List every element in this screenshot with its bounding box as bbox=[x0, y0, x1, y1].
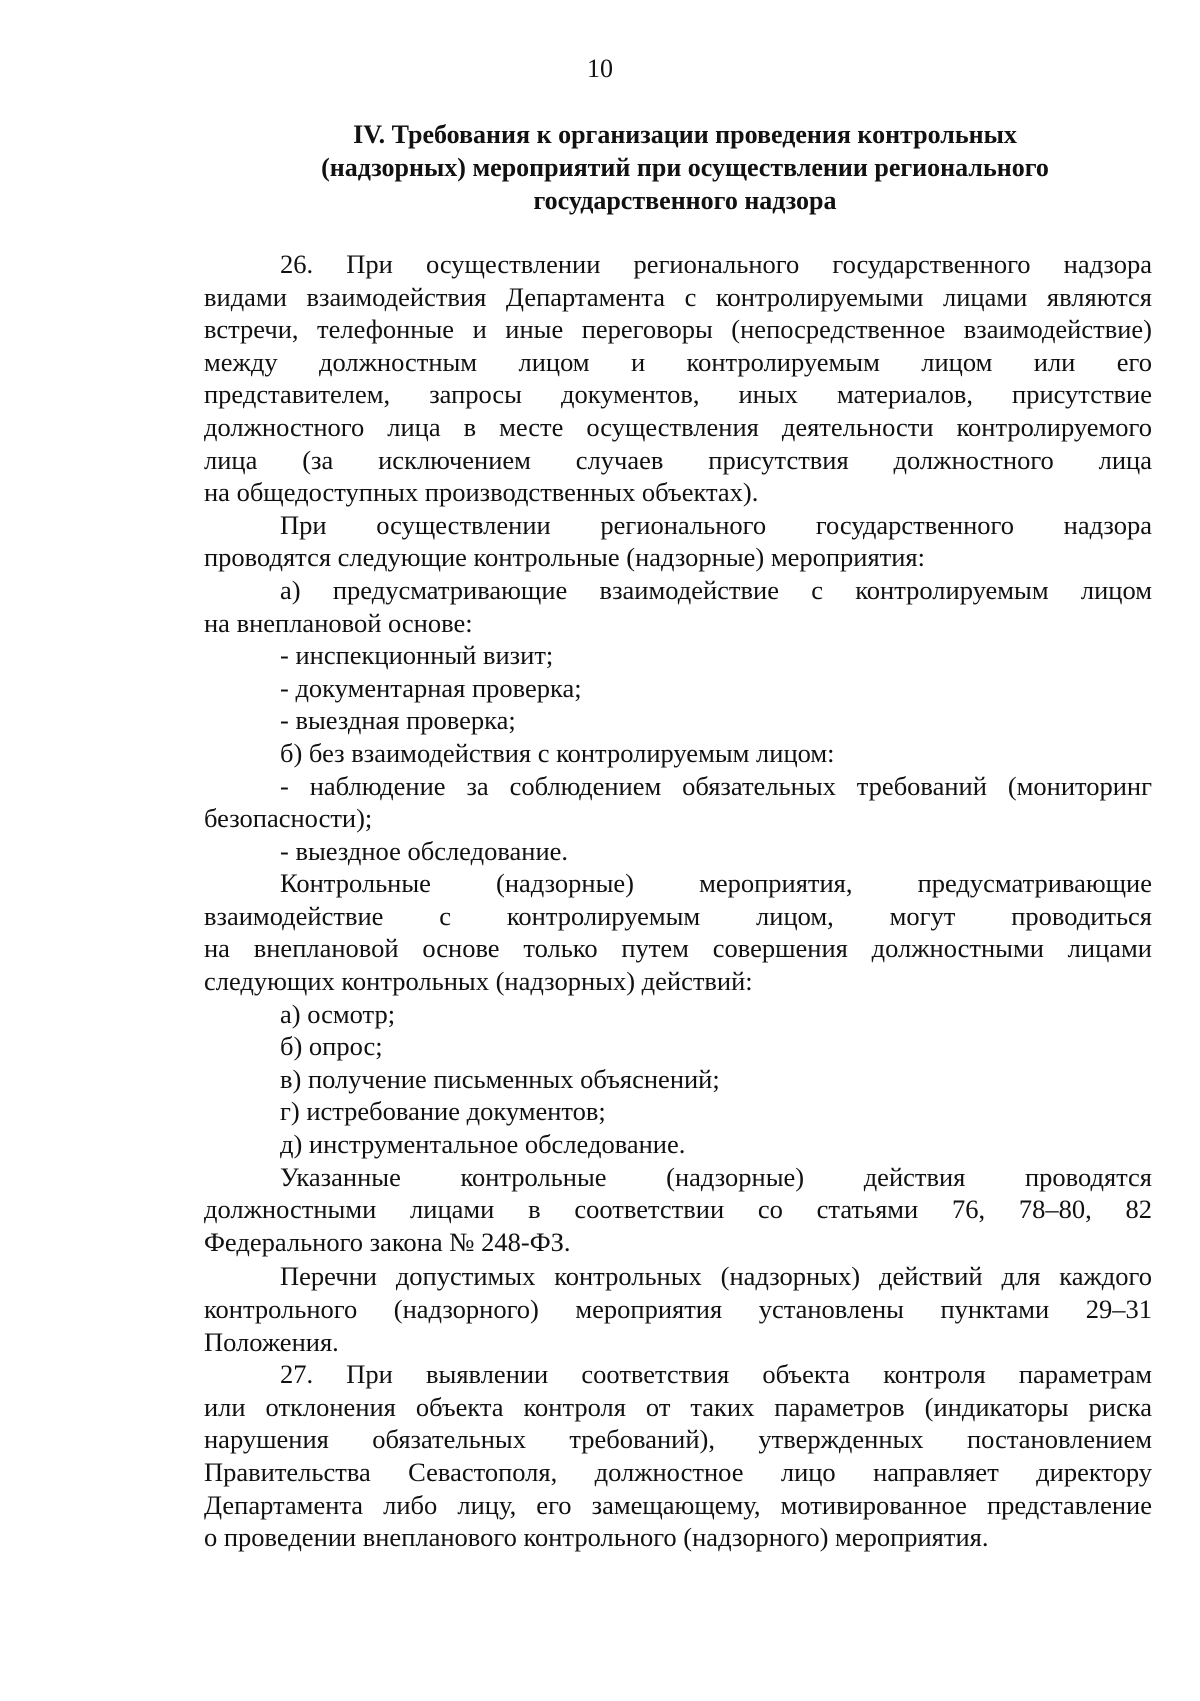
text-line: При осуществлении регионального государственного надзора bbox=[280, 509, 1152, 540]
document-body bbox=[204, 248, 1152, 1554]
text-line: 27. При выявлении соответствия объекта контроля параметрам bbox=[280, 1359, 1152, 1390]
text-line: взаимодействие с контролируемым лицом, могут проводиться bbox=[204, 900, 1152, 931]
text-line: Федерального закона № 248-ФЗ. bbox=[204, 1226, 571, 1257]
list-item: - выездная проверка; bbox=[280, 705, 516, 736]
text-line: встречи, телефонные и иные переговоры (непосредственное взаимодействие) bbox=[204, 314, 1152, 345]
text-line: лица (за исключением случаев присутствия должностного лица bbox=[204, 444, 1152, 475]
text-line: Департамента либо лицу, его замещающему, мотивированное представление bbox=[204, 1489, 1152, 1520]
text-line: Перечни допустимых контрольных (надзорных) действий для каждого bbox=[280, 1261, 1152, 1292]
text-line: контрольного (надзорного) мероприятия установлены пунктами 29–31 bbox=[204, 1294, 1152, 1324]
heading-line: (надзорных) мероприятий при осуществлении регионального bbox=[321, 153, 1049, 182]
text-line: безопасности); bbox=[204, 803, 373, 834]
heading-line: государственного надзора bbox=[533, 186, 837, 215]
text-line: о проведении внепланового контрольного (надзорного) мероприятия. bbox=[204, 1522, 989, 1553]
list-item: б) опрос; bbox=[280, 1031, 383, 1062]
text-line: 26. При осуществлении регионального государственного надзора bbox=[280, 249, 1152, 279]
list-item: - наблюдение за соблюдением обязательных требований (мониторинг bbox=[280, 770, 1152, 801]
list-item: д) инструментальное обследование. bbox=[280, 1129, 686, 1160]
page-number: 10 bbox=[587, 54, 613, 83]
text-line: нарушения обязательных требований), утвержденных постановлением bbox=[204, 1424, 1152, 1455]
text-line: должностными лицами в соответствии со статьями 76, 78–80, 82 bbox=[204, 1194, 1152, 1225]
text-line: Правительства Севастополя, должностное лицо направляет директору bbox=[204, 1456, 1152, 1487]
text-line: Положения. bbox=[204, 1326, 339, 1357]
list-item: - выездное обследование. bbox=[280, 835, 569, 866]
text-line: представителем, запросы документов, иных материалов, присутствие bbox=[204, 379, 1152, 410]
text-line: на внеплановой основе только путем совершения должностными лицами bbox=[204, 933, 1152, 964]
text-line: или отклонения объекта контроля от таких параметров (индикаторы риска bbox=[204, 1391, 1152, 1422]
text-line: следующих контрольных (надзорных) действий: bbox=[204, 966, 753, 997]
list-item: - документарная проверка; bbox=[280, 672, 582, 703]
text-line: видами взаимодействия Департамента с контролируемыми лицами являются bbox=[204, 281, 1152, 312]
text-line: проводятся следующие контрольные (надзорные) мероприятия: bbox=[204, 542, 925, 573]
text-line: Указанные контрольные (надзорные) действия проводятся bbox=[280, 1161, 1152, 1192]
heading-line: IV. Требования к организации проведения контрольных bbox=[353, 120, 1017, 149]
list-item: в) получение письменных объяснений; bbox=[280, 1063, 720, 1094]
text-line: а) предусматривающие взаимодействие с контролируемым лицом bbox=[280, 574, 1152, 605]
text-line: на внеплановой основе: bbox=[204, 607, 473, 638]
list-item: а) осмотр; bbox=[280, 998, 396, 1029]
text-line: Контрольные (надзорные) мероприятия, предусматривающие bbox=[280, 868, 1152, 899]
list-item: г) истребование документов; bbox=[280, 1096, 606, 1127]
list-item: б) без взаимодействия с контролируемым лицом: bbox=[280, 737, 835, 768]
text-line: между должностным лицом и контролируемым лицом или его bbox=[204, 346, 1152, 377]
text-line: на общедоступных производственных объектах). bbox=[204, 477, 759, 508]
list-item: - инспекционный визит; bbox=[280, 640, 554, 671]
section-heading bbox=[290, 118, 1080, 217]
text-line: должностного лица в месте осуществления деятельности контролируемого bbox=[204, 411, 1152, 442]
